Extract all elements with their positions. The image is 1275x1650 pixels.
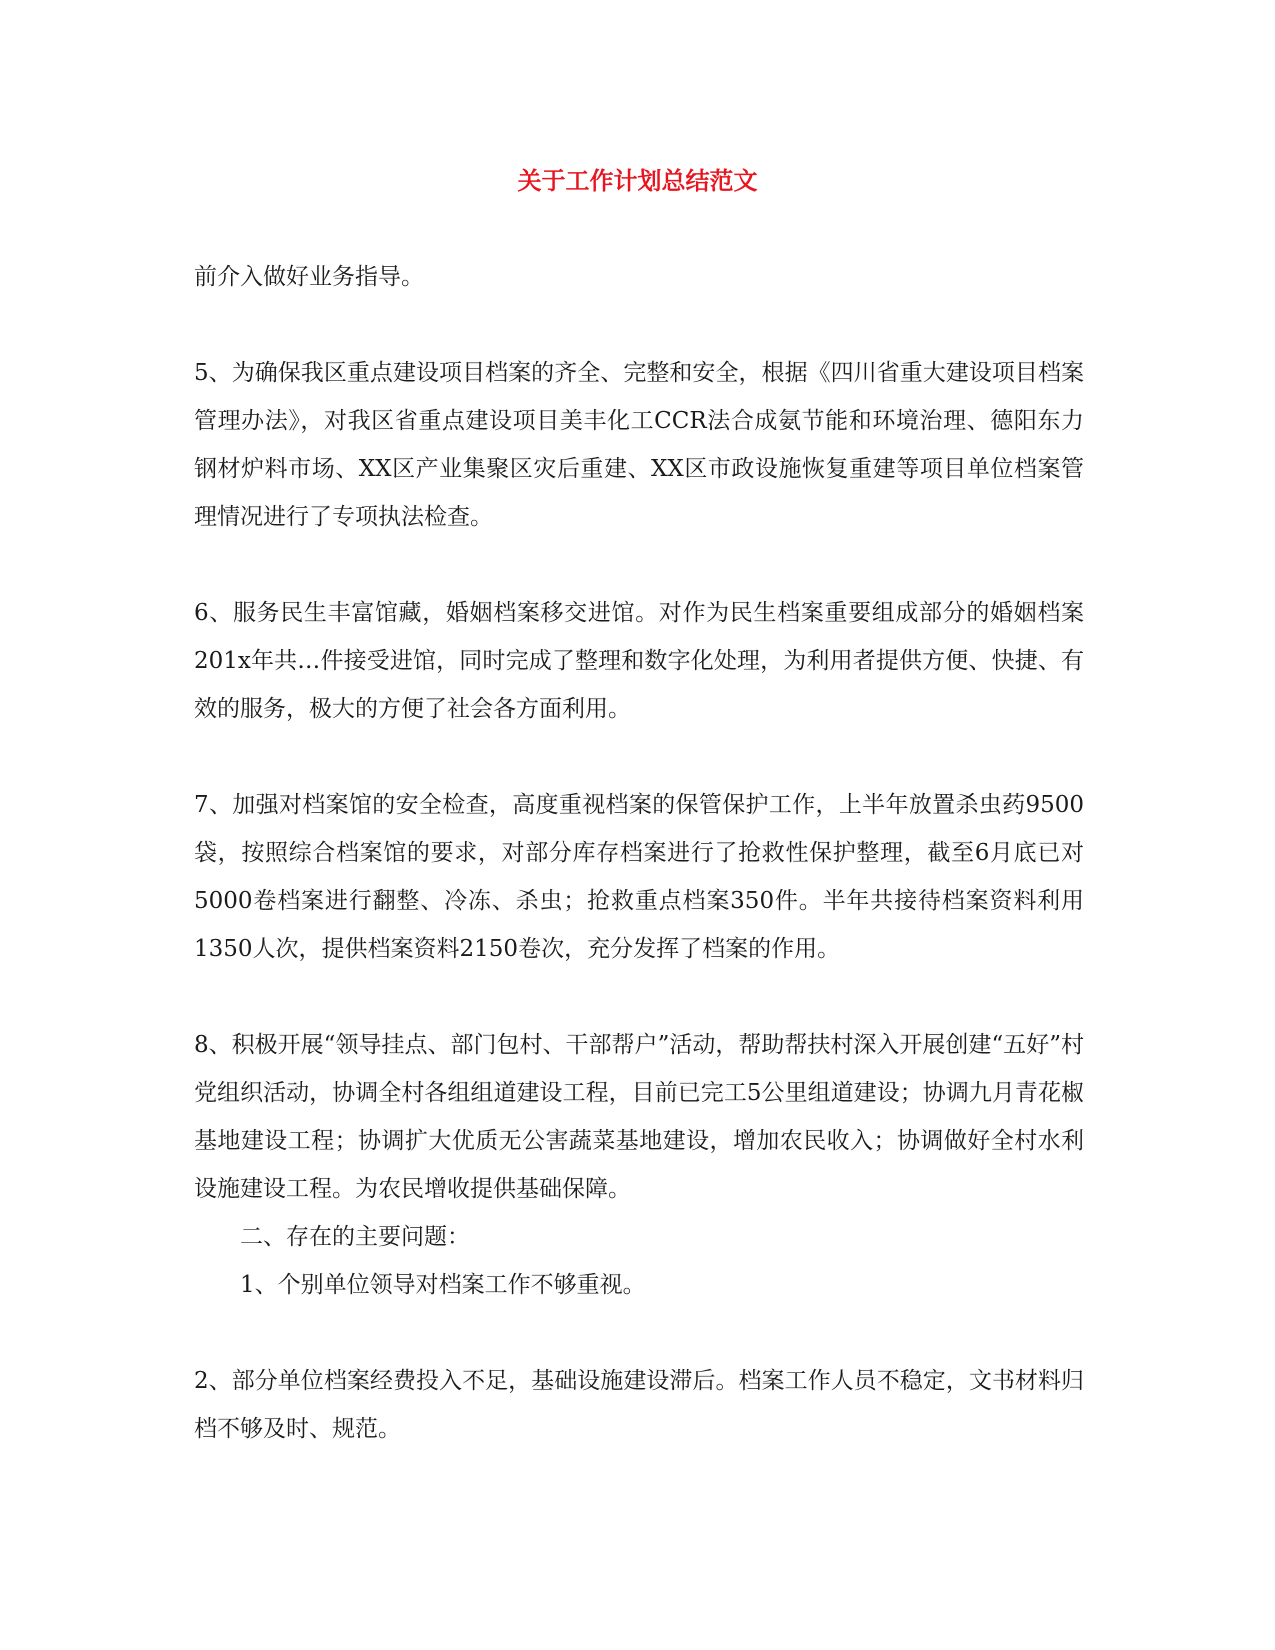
document-body bbox=[194, 253, 1084, 1501]
paragraph-intro: 前介入做好业务指导。 bbox=[194, 264, 424, 290]
paragraph-item-6: 6、服务民生丰富馆藏，婚姻档案移交进馆。对作为民生档案重要组成部分的婚姻档案201x年共…件接受进馆，同时完成了整理和数字化处理，为利用者提供方便、快捷、有效的服务，极大的方便了社会各方面利用。 bbox=[194, 600, 1084, 722]
document-title: 关于工作计划总结范文 bbox=[517, 166, 758, 195]
paragraph-item-8: 8、积极开展“领导挂点、部门包村、干部帮户”活动，帮助帮扶村深入开展创建“五好”村党组织活动，协调全村各组组道建设工程，目前已完工5公里组道建设；协调九月青花椒基地建设工程；协调扩大优质无公害蔬菜基地建设，增加农民收入；协调做好全村水利设施建设工程。为农民增收提供基础保障。 bbox=[194, 1032, 1084, 1202]
paragraph-item-7: 7、加强对档案馆的安全检查，高度重视档案的保管保护工作，上半年放置杀虫药9500袋，按照综合档案馆的要求，对部分库存档案进行了抢救性保护整理，截至6月底已对5000卷档案进行翻整、冷冻、杀虫；抢救重点档案350件。半年共接待档案资料利用1350人次，提供档案资料2150卷次，充分发挥了档案的作用。 bbox=[194, 792, 1084, 962]
paragraph-item-5: 5、为确保我区重点建设项目档案的齐全、完整和安全，根据《四川省重大建设项目档案管理办法》，对我区省重点建设项目美丰化工CCR法合成氨节能和环境治理、德阳东力钢材炉料市场、XX区产业集聚区灾后重建、XX区市政设施恢复重建等项目单位档案管理情况进行了专项执法检查。 bbox=[194, 360, 1084, 530]
problem-item-2: 2、部分单位档案经费投入不足，基础设施建设滞后。档案工作人员不稳定，文书材料归档不够及时、规范。 bbox=[194, 1368, 1084, 1442]
section-heading-problems: 二、存在的主要问题： bbox=[240, 1224, 470, 1250]
problem-item-1: 1、个别单位领导对档案工作不够重视。 bbox=[240, 1272, 646, 1298]
